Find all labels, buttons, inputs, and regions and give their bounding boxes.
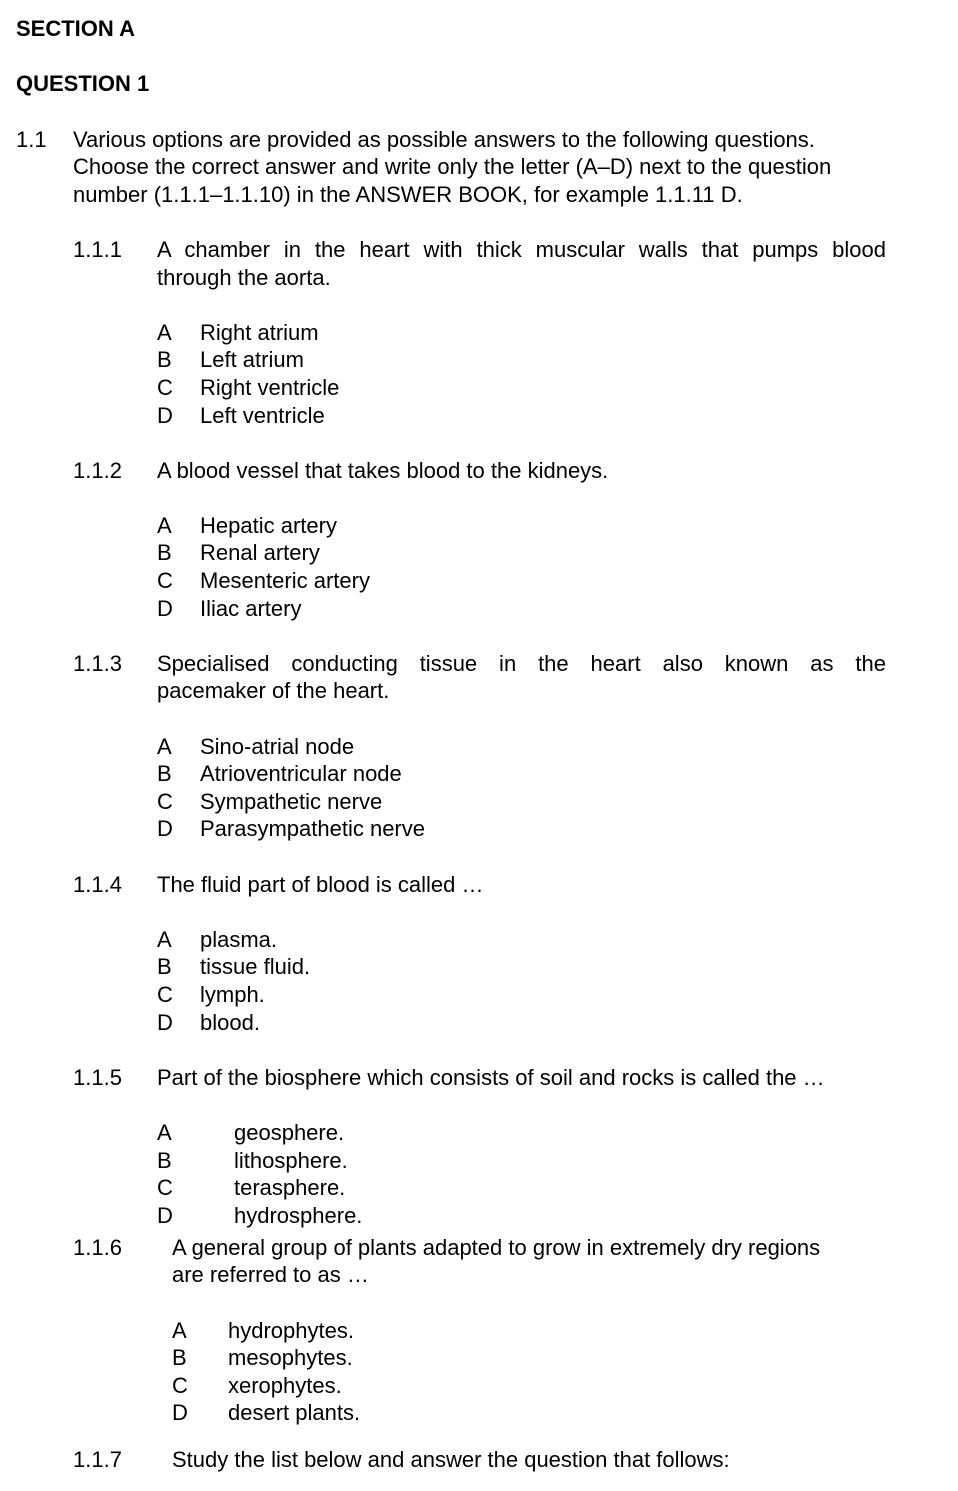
- option-letter: D: [157, 816, 173, 841]
- option-text: lymph.: [200, 982, 265, 1007]
- option-letter: C: [157, 375, 173, 400]
- question-text-line: Specialised conducting tissue in the heart also known as the: [157, 651, 886, 676]
- question-text-line: Part of the biosphere which consists of soil and rocks is called the …: [157, 1065, 825, 1090]
- option-letter: D: [157, 1010, 173, 1035]
- option-text: terasphere.: [234, 1175, 346, 1200]
- question-text-line: A chamber in the heart with thick muscular walls that pumps blood: [157, 237, 886, 262]
- option-text: Mesenteric artery: [200, 568, 370, 593]
- option-text: hydrophytes.: [228, 1318, 354, 1343]
- option-text: Right ventricle: [200, 375, 340, 400]
- question-text-line: pacemaker of the heart.: [157, 678, 390, 703]
- option-letter: D: [157, 403, 173, 428]
- option-letter: C: [157, 1175, 173, 1200]
- option-text: Atrioventricular node: [200, 761, 402, 786]
- option-letter: A: [157, 1120, 172, 1145]
- question-text-line: The fluid part of blood is called …: [157, 872, 484, 897]
- option-text: plasma.: [200, 927, 278, 952]
- option-text: geosphere.: [234, 1120, 345, 1145]
- intro-line: Choose the correct answer and write only the letter (A–D) next to the question: [73, 154, 832, 179]
- option-text: xerophytes.: [228, 1373, 342, 1398]
- question-text-line: A general group of plants adapted to grow in extremely dry regions: [172, 1235, 821, 1260]
- option-letter: D: [157, 1203, 173, 1228]
- option-letter: B: [172, 1345, 187, 1370]
- option-text: desert plants.: [228, 1400, 361, 1425]
- option-letter: B: [157, 540, 172, 565]
- option-letter: C: [157, 982, 173, 1007]
- option-text: Sino-atrial node: [200, 734, 355, 759]
- question-text-line: Study the list below and answer the question that follows:: [172, 1447, 730, 1472]
- question-number: 1.1.5: [73, 1065, 122, 1090]
- question-number: 1.1.4: [73, 872, 122, 897]
- option-letter: B: [157, 347, 172, 372]
- question-number: 1.1.2: [73, 458, 122, 483]
- question-number: 1.1.6: [73, 1235, 122, 1260]
- option-letter: B: [157, 761, 172, 786]
- question-text-line: through the aorta.: [157, 265, 331, 290]
- option-letter: C: [172, 1373, 188, 1398]
- option-letter: B: [157, 954, 172, 979]
- option-letter: A: [157, 734, 172, 759]
- question-title: QUESTION 1: [16, 71, 150, 96]
- question-text-line: A blood vessel that takes blood to the kidneys.: [157, 458, 609, 483]
- question-number: 1.1.7: [73, 1447, 122, 1472]
- option-text: Right atrium: [200, 320, 319, 345]
- option-text: Left ventricle: [200, 403, 325, 428]
- option-letter: D: [172, 1400, 188, 1425]
- question-number: 1.1.1: [73, 237, 122, 262]
- option-letter: D: [157, 596, 173, 621]
- option-letter: A: [157, 927, 172, 952]
- option-letter: C: [157, 789, 173, 814]
- option-text: Sympathetic nerve: [200, 789, 383, 814]
- option-text: hydrosphere.: [234, 1203, 363, 1228]
- option-text: Left atrium: [200, 347, 304, 372]
- intro-line: Various options are provided as possible answers to the following questions.: [73, 127, 815, 152]
- option-text: tissue fluid.: [200, 954, 311, 979]
- option-letter: B: [157, 1148, 172, 1173]
- option-letter: C: [157, 568, 173, 593]
- option-text: mesophytes.: [228, 1345, 353, 1370]
- question-text-line: are referred to as …: [172, 1262, 369, 1287]
- option-text: Parasympathetic nerve: [200, 816, 425, 841]
- option-text: lithosphere.: [234, 1148, 348, 1173]
- option-text: blood.: [200, 1010, 260, 1035]
- option-letter: A: [157, 320, 172, 345]
- option-letter: A: [172, 1318, 187, 1343]
- intro-line: number (1.1.1–1.1.10) in the ANSWER BOOK, for example 1.1.11 D.: [73, 182, 743, 207]
- option-text: Renal artery: [200, 540, 320, 565]
- intro-number: 1.1: [16, 127, 47, 152]
- option-text: Iliac artery: [200, 596, 302, 621]
- question-number: 1.1.3: [73, 651, 122, 676]
- option-text: Hepatic artery: [200, 513, 337, 538]
- option-letter: A: [157, 513, 172, 538]
- section-title: SECTION A: [16, 16, 135, 41]
